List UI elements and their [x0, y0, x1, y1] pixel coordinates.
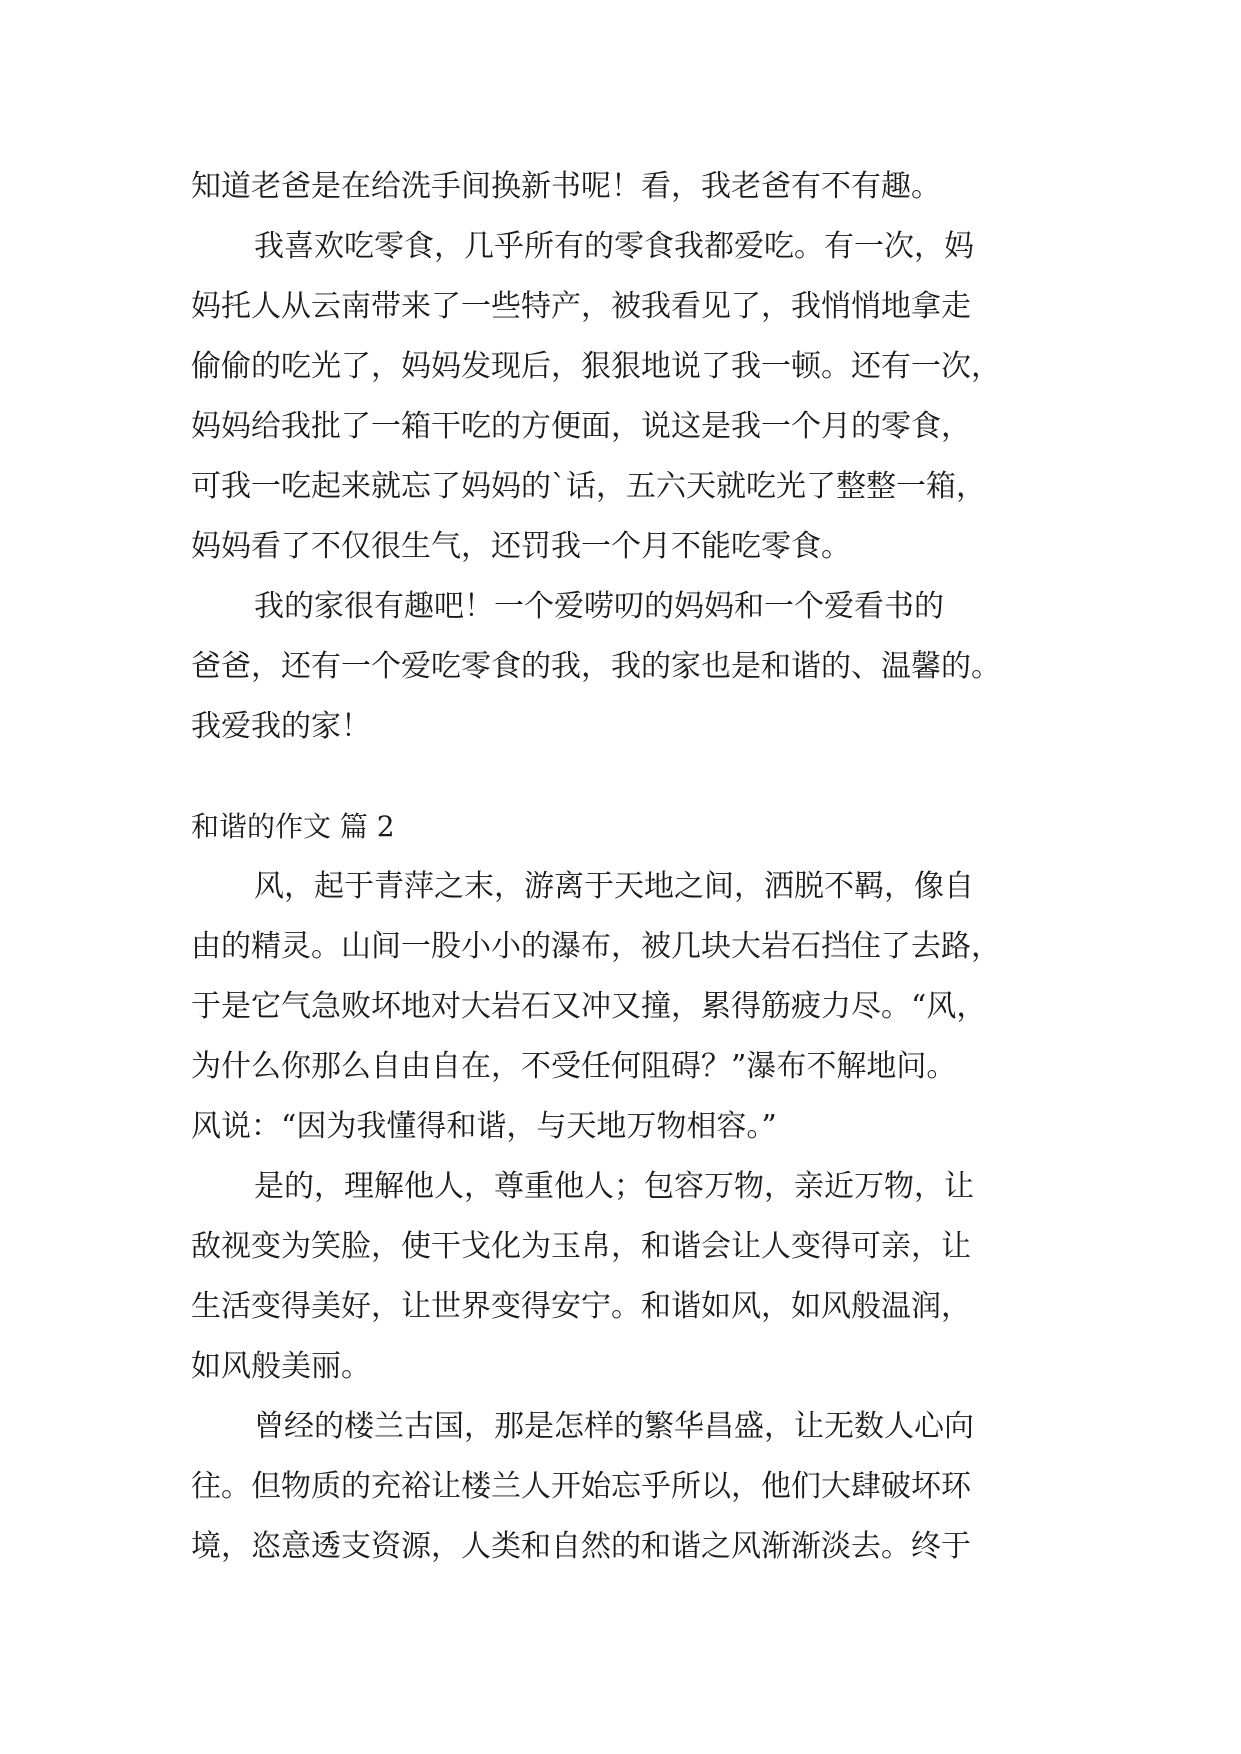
- text-line: 知道老爸是在给洗手间换新书呢！看，我老爸有不有趣。: [191, 169, 941, 204]
- text-line: 偷偷的吃光了，妈妈发现后，狠狠地说了我一顿。还有一次，: [191, 349, 1001, 384]
- text-line: 如风般美丽。: [191, 1349, 371, 1384]
- text-line: 由的精灵。山间一股小小的瀑布，被几块大岩石挡住了去路，: [191, 929, 1001, 964]
- paragraph-start-line: 是的，理解他人，尊重他人；包容万物，亲近万物，让: [254, 1169, 974, 1204]
- text-line: 风说：“因为我懂得和谐，与天地万物相容。”: [191, 1109, 777, 1144]
- text-line: 可我一吃起来就忘了妈妈的`话，五六天就吃光了整整一箱，: [191, 469, 986, 504]
- text-line: 妈妈看了不仅很生气，还罚我一个月不能吃零食。: [191, 529, 851, 564]
- text-line: 生活变得美好，让世界变得安宁。和谐如风，如风般温润，: [191, 1289, 971, 1324]
- text-line: 敌视变为笑脸，使干戈化为玉帛，和谐会让人变得可亲，让: [191, 1229, 971, 1264]
- text-line: 为什么你那么自由自在，不受任何阻碍？”瀑布不解地问。: [191, 1049, 957, 1084]
- text-line: 于是它气急败坏地对大岩石又冲又撞，累得筋疲力尽。“风，: [191, 989, 987, 1024]
- paragraph-start-line: 我的家很有趣吧！一个爱唠叨的妈妈和一个爱看书的: [254, 589, 944, 624]
- paragraph-start-line: 曾经的楼兰古国，那是怎样的繁华昌盛，让无数人心向: [254, 1409, 974, 1444]
- text-line: 往。但物质的充裕让楼兰人开始忘乎所以，他们大肆破坏环: [191, 1469, 971, 1504]
- text-line: 爸爸，还有一个爱吃零食的我，我的家也是和谐的、温馨的。: [191, 649, 1001, 684]
- paragraph-start-line: 我喜欢吃零食，几乎所有的零食我都爱吃。有一次，妈: [254, 229, 974, 264]
- text-line: 我爱我的家！: [191, 709, 371, 744]
- paragraph-start-line: 风，起于青萍之末，游离于天地之间，洒脱不羁，像自: [254, 869, 974, 904]
- text-line: 妈托人从云南带来了一些特产，被我看见了，我悄悄地拿走: [191, 289, 971, 324]
- text-line: 妈妈给我批了一箱干吃的方便面，说这是我一个月的零食，: [191, 409, 971, 444]
- section-heading: 和谐的作文 篇 2: [191, 810, 395, 843]
- text-line: 境，恣意透支资源，人类和自然的和谐之风渐渐淡去。终于: [191, 1529, 971, 1564]
